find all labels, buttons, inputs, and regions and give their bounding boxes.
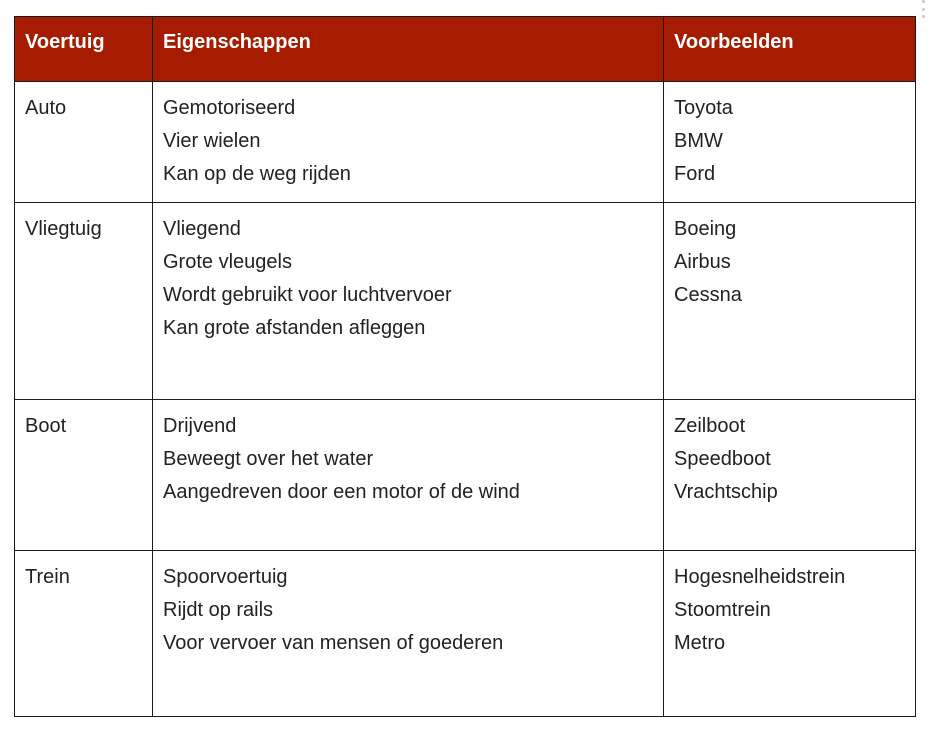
example-item: Cessna <box>674 284 742 306</box>
property-item: Rijdt op rails <box>163 599 274 621</box>
dot <box>922 8 925 11</box>
header-vehicle: Voertuig <box>15 17 153 82</box>
property-item: Vier wielen <box>163 130 261 152</box>
examples-cell <box>664 82 916 203</box>
example-item: Metro <box>674 632 726 654</box>
example-item: Vrachtschip <box>674 481 778 503</box>
example-item: Hogesnelheidstrein <box>674 566 846 588</box>
property-item: Wordt gebruikt voor luchtvervoer <box>163 284 452 306</box>
vehicle-name: Auto <box>25 97 67 119</box>
examples-cell <box>664 551 916 717</box>
property-item: Spoorvoertuig <box>163 566 288 588</box>
example-item: Zeilboot <box>674 415 746 437</box>
property-item: Aangedreven door een motor of de wind <box>163 481 520 503</box>
vehicle-name: Boot <box>25 415 67 437</box>
dot <box>922 15 925 18</box>
property-item: Vliegend <box>163 218 241 240</box>
table-row <box>15 400 916 551</box>
properties-cell <box>153 551 664 717</box>
table-row <box>15 82 916 203</box>
vehicle-name: Trein <box>25 566 70 588</box>
more-options-icon[interactable] <box>920 0 926 18</box>
example-item: Toyota <box>674 97 733 119</box>
vehicle-cell <box>15 551 153 717</box>
property-item: Voor vervoer van mensen of goederen <box>163 632 504 654</box>
examples-cell <box>664 400 916 551</box>
properties-cell <box>153 400 664 551</box>
vehicle-table <box>14 16 916 717</box>
property-item: Grote vleugels <box>163 251 292 273</box>
example-item: BMW <box>674 130 723 152</box>
table-header-row <box>15 17 916 82</box>
vehicle-name: Vliegtuig <box>25 218 102 240</box>
examples-cell <box>664 203 916 400</box>
property-item: Kan op de weg rijden <box>163 163 351 185</box>
dot <box>922 0 925 3</box>
vehicle-cell <box>15 400 153 551</box>
example-item: Airbus <box>674 251 731 273</box>
vehicle-cell <box>15 82 153 203</box>
properties-cell <box>153 82 664 203</box>
header-properties: Eigenschappen <box>153 17 664 82</box>
table-row <box>15 203 916 400</box>
example-item: Boeing <box>674 218 737 240</box>
property-item: Kan grote afstanden afleggen <box>163 317 426 339</box>
property-item: Gemotoriseerd <box>163 97 296 119</box>
property-item: Drijvend <box>163 415 237 437</box>
example-item: Speedboot <box>674 448 771 470</box>
example-item: Stoomtrein <box>674 599 771 621</box>
properties-cell <box>153 203 664 400</box>
table-row <box>15 551 916 717</box>
property-item: Beweegt over het water <box>163 448 374 470</box>
header-examples: Voorbeelden <box>664 17 916 82</box>
example-item: Ford <box>674 163 716 185</box>
vehicle-cell <box>15 203 153 400</box>
